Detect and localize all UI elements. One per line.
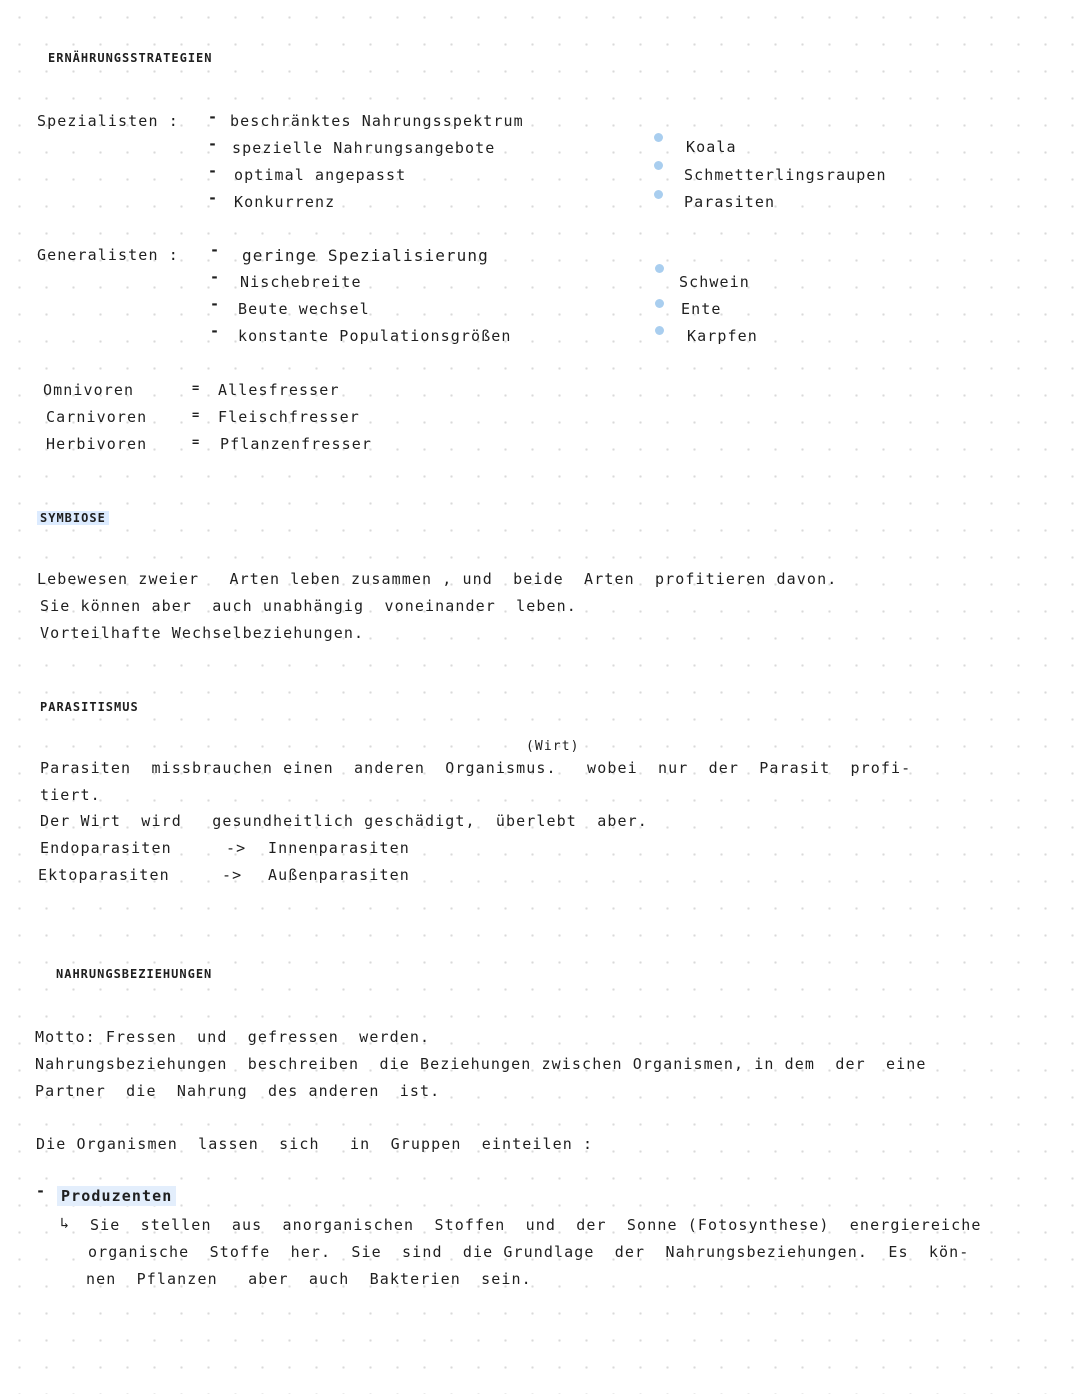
parasitismus-line: Der Wirt wird gesundheitlich geschädigt, überlebt aber.: [40, 812, 648, 830]
produzenten-line: nen Pflanzen aber auch Bakterien sein.: [86, 1270, 532, 1288]
bullet-dash: -: [210, 322, 220, 340]
bullet-dash: -: [36, 1182, 46, 1200]
parasit-type-definition: Außenparasiten: [268, 866, 410, 884]
vore-term: Omnivoren: [43, 381, 135, 399]
parasit-type-definition: Innenparasiten: [268, 839, 410, 857]
vore-definition: Fleischfresser: [218, 408, 360, 426]
equals-sign: =: [192, 381, 201, 395]
heading-parasitismus: PARASITISMUS: [40, 700, 139, 714]
bullet-dot: [654, 133, 663, 142]
spezialisten-trait: Konkurrenz: [234, 193, 336, 211]
vore-term: Herbivoren: [46, 435, 148, 453]
generalisten-trait: konstante Populationsgrößen: [238, 327, 512, 345]
nahrung-description: Partner die Nahrung des anderen ist.: [35, 1082, 441, 1100]
symbiose-line: Lebewesen zweier Arten leben zusammen , und beide Arten profitieren davon.: [37, 570, 838, 588]
equals-sign: =: [192, 435, 201, 449]
generalisten-example: Karpfen: [687, 327, 758, 345]
generalisten-trait: geringe Spezialisierung: [242, 246, 489, 265]
bullet-dash: -: [210, 241, 220, 259]
generalisten-label: Generalisten :: [37, 246, 179, 264]
heading-ernaehrungsstrategien: ERNÄHRUNGSSTRATEGIEN: [48, 51, 213, 65]
bullet-dash: -: [210, 268, 220, 286]
generalisten-trait: Nischebreite: [240, 273, 362, 291]
bullet-dash: -: [208, 189, 218, 207]
spezialisten-trait: beschränktes Nahrungsspektrum: [230, 112, 524, 130]
arrow-icon: ->: [222, 866, 243, 884]
bullet-dot: [654, 190, 663, 199]
bullet-dash: -: [208, 135, 218, 153]
spezialisten-label: Spezialisten :: [37, 112, 179, 130]
bullet-dash: -: [210, 295, 220, 313]
bullet-dot: [655, 326, 664, 335]
produzenten-label: Produzenten: [57, 1186, 176, 1206]
symbiose-line: Sie können aber auch unabhängig voneinander leben.: [40, 597, 577, 615]
symbiose-line: Vorteilhafte Wechselbeziehungen.: [40, 624, 365, 642]
nahrung-description: Nahrungsbeziehungen beschreiben die Beziehungen zwischen Organismen, in dem der eine: [35, 1055, 927, 1073]
generalisten-example: Schwein: [679, 273, 750, 291]
parasit-type-term: Endoparasiten: [40, 839, 172, 857]
bullet-dot: [654, 161, 663, 170]
produzenten-line: Sie stellen aus anorganischen Stoffen und der Sonne (Fotosynthese) energiereiche: [90, 1216, 982, 1234]
bullet-dot: [655, 299, 664, 308]
wirt-annotation: (Wirt): [526, 739, 580, 754]
heading-symbiose: SYMBIOSE: [37, 511, 109, 525]
produzenten-line: organische Stoffe her. Sie sind die Grundlage der Nahrungsbeziehungen. Es kön-: [88, 1243, 970, 1261]
arrow-icon: ->: [226, 839, 247, 857]
parasit-type-term: Ektoparasiten: [38, 866, 170, 884]
vore-definition: Allesfresser: [218, 381, 340, 399]
parasitismus-line: tiert.: [40, 786, 101, 804]
heading-nahrungsbeziehungen: NAHRUNGSBEZIEHUNGEN: [56, 967, 213, 981]
vore-definition: Pflanzenfresser: [220, 435, 372, 453]
motto-line: Motto: Fressen und gefressen werden.: [35, 1028, 431, 1046]
bullet-dot: [655, 264, 664, 273]
parasitismus-line: Parasiten missbrauchen einen anderen Organismus. wobei nur der Parasit profi-: [40, 759, 912, 777]
generalisten-example: Ente: [681, 300, 722, 318]
vore-term: Carnivoren: [46, 408, 148, 426]
equals-sign: =: [192, 408, 201, 422]
generalisten-trait: Beute wechsel: [238, 300, 370, 318]
bullet-dash: -: [208, 162, 218, 180]
groups-intro: Die Organismen lassen sich in Gruppen einteilen :: [36, 1135, 594, 1153]
spezialisten-example: Parasiten: [684, 193, 776, 211]
spezialisten-example: Schmetterlingsraupen: [684, 166, 887, 184]
spezialisten-trait: optimal angepasst: [234, 166, 407, 184]
sub-arrow-icon: ↳: [60, 1214, 71, 1232]
spezialisten-example: Koala: [686, 138, 737, 156]
spezialisten-trait: spezielle Nahrungsangebote: [232, 139, 496, 157]
bullet-dash: -: [208, 108, 218, 126]
